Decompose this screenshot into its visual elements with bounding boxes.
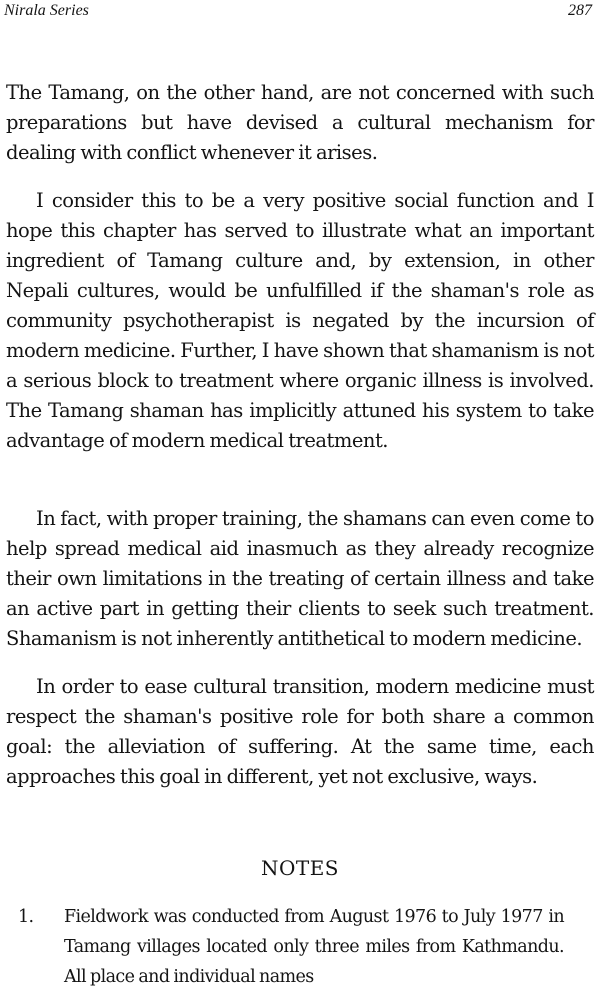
note-item (6, 902, 594, 992)
paragraph-1: The Tamang, on the other hand, are not concerned with such preparations but have devised a cultural mechanism for dealing with conflict whenever it arises. (6, 80, 594, 164)
paragraph-2: I consider this to be a very positive social function and I hope this chapter has served to illustrate what an important ingredient of Tamang culture and, by extension, in other Nepali cultures, would be unfulfilled if the shaman's role as community psychotherapist is negated by the incursion of modern medicine. Further, I have shown that shamanism is not a serious block to treatment where organic illness is involved. The Tamang shaman has implicitly attuned his system to take advantage of modern medical treatment. (6, 188, 594, 452)
paragraph-3: In fact, with proper training, the shamans can even come to help spread medical aid inasmuch as they already recognize their own limitations in the treating of certain illness and take an active part in getting their clients to seek such treatment. Shamanism is not inherently antithetical to modern medicine. (6, 506, 594, 650)
note-text: Fieldwork was conducted from August 1976 to July 1977 in Tamang villages located only three miles from Kathmandu. All place and individual names (64, 907, 564, 987)
series-title: Nirala Series (4, 2, 89, 19)
paragraph-4: In order to ease cultural transition, modern medicine must respect the shaman's positive role for both share a common goal: the alleviation of suffering. At the same time, each approaches this goal in different, yet not exclusive, ways. (6, 674, 594, 788)
notes-heading: NOTES (260, 856, 340, 880)
note-number: 1. (18, 907, 34, 927)
running-head (4, 2, 592, 24)
page-number: 287 (568, 2, 592, 19)
